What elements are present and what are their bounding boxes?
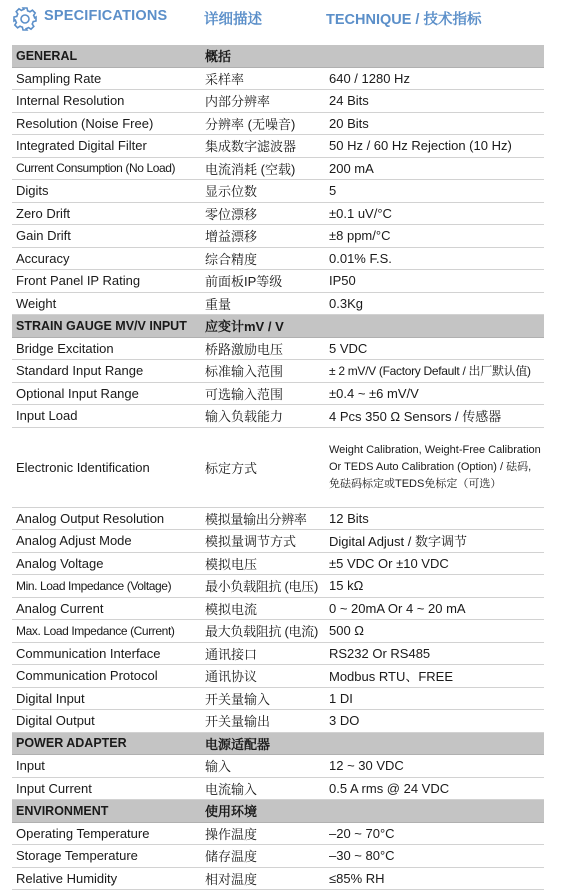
spec-row bbox=[12, 270, 544, 293]
section-header-row bbox=[12, 45, 544, 68]
spec-name-en: Storage Temperature bbox=[16, 848, 138, 864]
spec-value: 20 Bits bbox=[329, 115, 369, 131]
spec-value: Modbus RTU、FREE bbox=[329, 669, 454, 685]
spec-value: 12 ~ 30 VDC bbox=[329, 758, 404, 774]
spec-value: ±8 ppm/°C bbox=[329, 228, 391, 244]
spec-row bbox=[12, 845, 544, 868]
spec-value: 50 Hz / 60 Hz Rejection (10 Hz) bbox=[329, 138, 512, 154]
spec-name-cn: 综合精度 bbox=[205, 251, 258, 267]
spec-row bbox=[12, 598, 544, 621]
spec-name-en: Bridge Excitation bbox=[16, 340, 114, 356]
spec-name-en: Communication Interface bbox=[16, 645, 161, 661]
spec-value: 5 bbox=[329, 183, 337, 199]
spec-header bbox=[0, 0, 562, 36]
title-cn: 详细描述 bbox=[204, 12, 262, 28]
spec-name-cn: 开关量输入 bbox=[205, 691, 271, 707]
spec-row bbox=[12, 90, 544, 113]
spec-value: 0.01% F.S. bbox=[329, 250, 392, 266]
spec-name-en: Zero Drift bbox=[16, 205, 71, 221]
section-title-cn: 应变计mV / V bbox=[205, 319, 284, 335]
spec-name-cn: 电流输入 bbox=[205, 781, 258, 797]
spec-value: 0.3Kg bbox=[329, 295, 363, 311]
section-title-cn: 概括 bbox=[205, 49, 232, 65]
spec-row bbox=[12, 643, 544, 666]
spec-name-en: Analog Output Resolution bbox=[16, 510, 165, 526]
spec-name-cn: 输入 bbox=[205, 759, 232, 775]
spec-value: 15 kΩ bbox=[329, 578, 364, 594]
spec-row bbox=[12, 360, 544, 383]
spec-value: 200 mA bbox=[329, 160, 374, 176]
spec-name-en: Operating Temperature bbox=[16, 825, 150, 841]
section-title-en: GENERAL bbox=[16, 48, 78, 63]
spec-row bbox=[12, 383, 544, 406]
gear-icon bbox=[12, 6, 38, 32]
spec-value: –30 ~ 80°C bbox=[329, 848, 395, 864]
spec-name-cn: 标定方式 bbox=[205, 460, 258, 476]
spec-name-cn: 重量 bbox=[205, 296, 232, 312]
spec-row bbox=[12, 665, 544, 688]
section-title-cn: 使用环境 bbox=[205, 804, 258, 820]
spec-value: 0 ~ 20mA Or 4 ~ 20 mA bbox=[329, 600, 466, 616]
title-fr: TECHNIQUE / 技术指标 bbox=[326, 12, 482, 28]
spec-name-cn: 模拟量调节方式 bbox=[205, 534, 297, 550]
spec-name-cn: 相对温度 bbox=[205, 871, 258, 887]
section-header-row bbox=[12, 733, 544, 756]
spec-value: ± 2 mV/V (Factory Default / 出厂默认值) bbox=[329, 364, 531, 379]
spec-name-en: Optional Input Range bbox=[16, 385, 139, 401]
spec-name-en: Input bbox=[16, 758, 45, 774]
spec-name-cn: 通讯接口 bbox=[205, 646, 258, 662]
spec-value: ±0.4 ~ ±6 mV/V bbox=[329, 385, 419, 401]
spec-name-en: Accuracy bbox=[16, 250, 70, 266]
spec-name-cn: 储存温度 bbox=[205, 849, 258, 865]
spec-name-cn: 可选输入范围 bbox=[205, 386, 284, 402]
spec-table bbox=[12, 45, 544, 890]
spec-value: Digital Adjust / 数字调节 bbox=[329, 534, 467, 550]
spec-value: –20 ~ 70°C bbox=[329, 825, 395, 841]
spec-row bbox=[12, 248, 544, 271]
spec-row bbox=[12, 868, 544, 891]
spec-name-cn: 前面板IP等级 bbox=[205, 274, 283, 290]
spec-name-en: Electronic Identification bbox=[16, 459, 150, 475]
spec-name-en: Front Panel IP Rating bbox=[16, 273, 141, 289]
spec-name-cn: 模拟电压 bbox=[205, 556, 258, 572]
spec-name-en: Digits bbox=[16, 183, 49, 199]
spec-row bbox=[12, 575, 544, 598]
spec-name-cn: 增益漂移 bbox=[205, 229, 258, 245]
spec-row bbox=[12, 293, 544, 316]
spec-row bbox=[12, 203, 544, 226]
spec-name-cn: 零位漂移 bbox=[205, 206, 258, 222]
section-title-en: ENVIRONMENT bbox=[16, 803, 109, 818]
spec-value: 4 Pcs 350 Ω Sensors / 传感器 bbox=[329, 409, 502, 425]
spec-name-en: Gain Drift bbox=[16, 228, 71, 244]
spec-name-en: Resolution (Noise Free) bbox=[16, 115, 154, 131]
spec-name-cn: 模拟量输出分辨率 bbox=[205, 511, 307, 527]
spec-value: 12 Bits bbox=[329, 510, 369, 526]
spec-name-cn: 最大负载阻抗 (电流) bbox=[205, 624, 318, 640]
spec-row bbox=[12, 553, 544, 576]
spec-name-en: Integrated Digital Filter bbox=[16, 138, 147, 154]
spec-row bbox=[12, 225, 544, 248]
spec-value: 0.5 A rms @ 24 VDC bbox=[329, 780, 450, 796]
spec-name-cn: 内部分辨率 bbox=[205, 94, 271, 110]
spec-name-en: Digital Input bbox=[16, 690, 85, 706]
spec-value: 500 Ω bbox=[329, 623, 365, 639]
spec-name-en: Weight bbox=[16, 295, 57, 311]
spec-name-cn: 采样率 bbox=[205, 71, 245, 87]
spec-name-en: Sampling Rate bbox=[16, 70, 102, 86]
spec-name-en: Analog Adjust Mode bbox=[16, 533, 132, 549]
spec-name-cn: 桥路激励电压 bbox=[205, 341, 284, 357]
spec-name-cn: 电流消耗 (空载) bbox=[205, 161, 296, 177]
spec-name-cn: 输入负载能力 bbox=[205, 409, 284, 425]
spec-name-en: Communication Protocol bbox=[16, 668, 158, 684]
spec-row bbox=[12, 530, 544, 553]
section-header-row bbox=[12, 800, 544, 823]
section-title-en: STRAIN GAUGE MV/V INPUT bbox=[16, 318, 187, 333]
spec-row bbox=[12, 778, 544, 801]
spec-value: ±5 VDC Or ±10 VDC bbox=[329, 555, 449, 571]
spec-name-cn: 最小负载阻抗 (电压) bbox=[205, 579, 318, 595]
spec-name-cn: 模拟电流 bbox=[205, 601, 258, 617]
spec-name-en: Standard Input Range bbox=[16, 363, 144, 379]
spec-name-en: Input Current bbox=[16, 780, 92, 796]
spec-value: ±0.1 uV/°C bbox=[329, 205, 392, 221]
spec-row bbox=[12, 135, 544, 158]
spec-value: RS232 Or RS485 bbox=[329, 645, 431, 661]
spec-value: ≤85% RH bbox=[329, 870, 385, 886]
section-title-en: POWER ADAPTER bbox=[16, 736, 127, 751]
spec-row bbox=[12, 113, 544, 136]
spec-name-en: Internal Resolution bbox=[16, 93, 125, 109]
spec-value: 5 VDC bbox=[329, 340, 368, 356]
spec-value: 1 DI bbox=[329, 690, 353, 706]
spec-name-en: Current Consumption (No Load) bbox=[16, 161, 176, 176]
spec-name-en: Digital Output bbox=[16, 713, 95, 729]
spec-row bbox=[12, 508, 544, 531]
spec-row bbox=[12, 823, 544, 846]
spec-name-en: Input Load bbox=[16, 408, 78, 424]
spec-row bbox=[12, 405, 544, 428]
spec-value: IP50 bbox=[329, 273, 356, 289]
spec-value: 640 / 1280 Hz bbox=[329, 70, 410, 86]
spec-row bbox=[12, 158, 544, 181]
spec-name-cn: 开关量输出 bbox=[205, 714, 271, 730]
spec-row bbox=[12, 180, 544, 203]
title-en: SPECIFICATIONS bbox=[44, 8, 168, 24]
section-header-row bbox=[12, 315, 544, 338]
spec-name-en: Max. Load Impedance (Current) bbox=[16, 623, 175, 638]
spec-name-cn: 标准输入范围 bbox=[205, 364, 284, 380]
spec-value: 3 DO bbox=[329, 713, 360, 729]
spec-row bbox=[12, 68, 544, 91]
spec-name-en: Analog Voltage bbox=[16, 555, 104, 571]
spec-name-en: Relative Humidity bbox=[16, 870, 118, 886]
spec-row bbox=[12, 688, 544, 711]
spec-name-cn: 集成数字滤波器 bbox=[205, 139, 297, 155]
spec-name-en: Analog Current bbox=[16, 600, 104, 616]
spec-name-cn: 显示位数 bbox=[205, 184, 258, 200]
spec-value: Weight Calibration, Weight-Free Calibration Or TEDS Auto Calibration (Option) / 砝码, 免砝码标定或TEDS免标定（可选） bbox=[329, 443, 541, 490]
spec-name-cn: 操作温度 bbox=[205, 826, 258, 842]
spec-row bbox=[12, 755, 544, 778]
spec-value: 24 Bits bbox=[329, 93, 369, 109]
spec-row bbox=[12, 710, 544, 733]
spec-row bbox=[12, 338, 544, 361]
spec-row bbox=[12, 620, 544, 643]
spec-name-en: Min. Load Impedance (Voltage) bbox=[16, 578, 172, 593]
section-title-cn: 电源适配器 bbox=[205, 736, 271, 752]
spec-name-cn: 通讯协议 bbox=[205, 669, 258, 685]
spec-row bbox=[12, 428, 544, 508]
spec-name-cn: 分辨率 (无噪音) bbox=[205, 116, 296, 132]
